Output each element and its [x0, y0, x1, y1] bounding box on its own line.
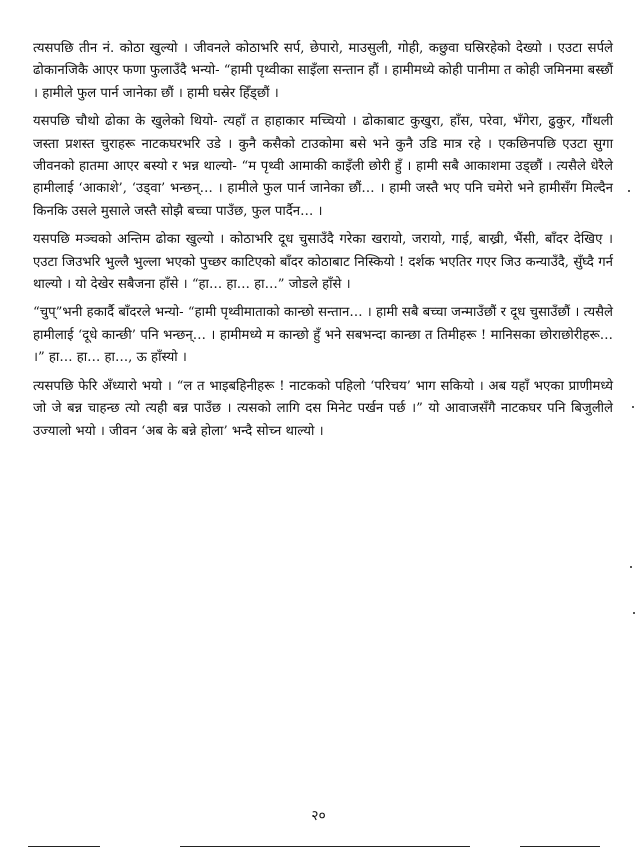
- scan-speck: [630, 566, 632, 568]
- paragraph-monkey-speech: “चुप्”भनी हकार्दै बाँदरले भन्यो- “हामी पृथ्वीमाताको कान्छो सन्तान… । हामी सबै बच्चा जन्माउँछौं र दूध चुसाउँछौं । त्यसैले हामीलाई ‘दूधे कान्छी’ पनि भन्छन्… । हामीमध्ये म कान्छो हुँ भने सबभन्दा कान्छा त तिमीहरू ! मानिसका छोराछोरीहरू… ।” हा… हा… हा…, ऊ हाँस्यो ।: [33, 305, 613, 366]
- paragraph-drama-end: त्यसपछि फेरि अँध्यारो भयो । “ल त भाइबहिनीहरू ! नाटकको पहिलो ‘परिचय’ भाग सकियो । अब यहाँ भएका प्राणीमध्ये जो जे बन्न चाहन्छ त्यो त्यही बन्न पाउँछ । त्यसको लागि दस मिनेट पर्खन पर्छ ।” यो आवाजसँगै नाटकघर पनि बिजुलीले उज्यालो भयो । जीवन ‘अब के बन्ने होला’ भन्दै सोच्न थाल्यो ।: [33, 378, 613, 439]
- paragraph-third-room: त्यसपछि तीन नं. कोठा खुल्यो । जीवनले कोठाभरि सर्प, छेपारो, माउसुली, गोही, कछुवा घस्रिरहेको देख्यो । एउटा सर्पले ढोकानजिकै आएर फणा फुलाउँदै भन्यो- “हामी पृथ्वीका साइँला सन्तान हौं । हामीमध्ये कोही पानीमा त कोही जमिनमा बस्छौं । हामीले फुल पार्न जानेका छौं । हामी घस्रेर हिँड्छौं ।: [33, 41, 613, 101]
- scan-speck: [633, 612, 635, 614]
- document-body: [33, 38, 613, 449]
- footer-rule-middle: [180, 846, 470, 847]
- scan-speck: [632, 406, 634, 408]
- page-number: २०: [311, 808, 326, 824]
- scan-speck: [628, 190, 630, 192]
- paragraph-last-door: यसपछि मञ्चको अन्तिम ढोका खुल्यो । कोठाभरि दूध चुसाउँदै गरेका खरायो, जरायो, गाई, बाख्री, भैंसी, बाँदर देखिए । एउटा जिउभरि भुल्लै भुल्ला भएको पुच्छर काटिएको बाँदर कोठाबाट निस्कियो ! दर्शक भएतिर गएर जिउ कन्याउँदै, सुँघ्दै गर्न थाल्यो । यो देखेर सबैजना हाँसे । “हा… हा… हा…” जोडले हाँसे ।: [33, 232, 613, 293]
- footer-rule-right: [520, 846, 600, 847]
- paragraph-fourth-door: यसपछि चौथो ढोका के खुलेको थियो- त्यहाँ त हाहाकार मच्चियो । ढोकाबाट कुखुरा, हाँस, परेवा, भँगेरा, ढुकुर, गौंथली जस्ता प्रशस्त चुराहरू नाटकघरभरि उडे । कुनै कसैको टाउकोमा बसे भने कुनै उडि मात्र रहे । एकछिनपछि एउटा सुगा जीवनको हातमा आएर बस्यो र भन्न थाल्यो- “म पृथ्वी आमाकी काइँली छोरी हुँ । हामी सबै आकाशमा उड्छौं । त्यसैले धेरैले हामीलाई ‘आकाशे’, ‘उड्वा’ भन्छन्… । हामीले फुल पार्न जानेका छौं… । हामी जस्तै भए पनि चमेरो भने हामीसँग मिल्दैन किनकि उसले मुसाले जस्तै सोझै बच्चा पाउँछ, फुल पार्दैन… ।: [33, 114, 613, 219]
- footer-rule-left: [28, 846, 100, 847]
